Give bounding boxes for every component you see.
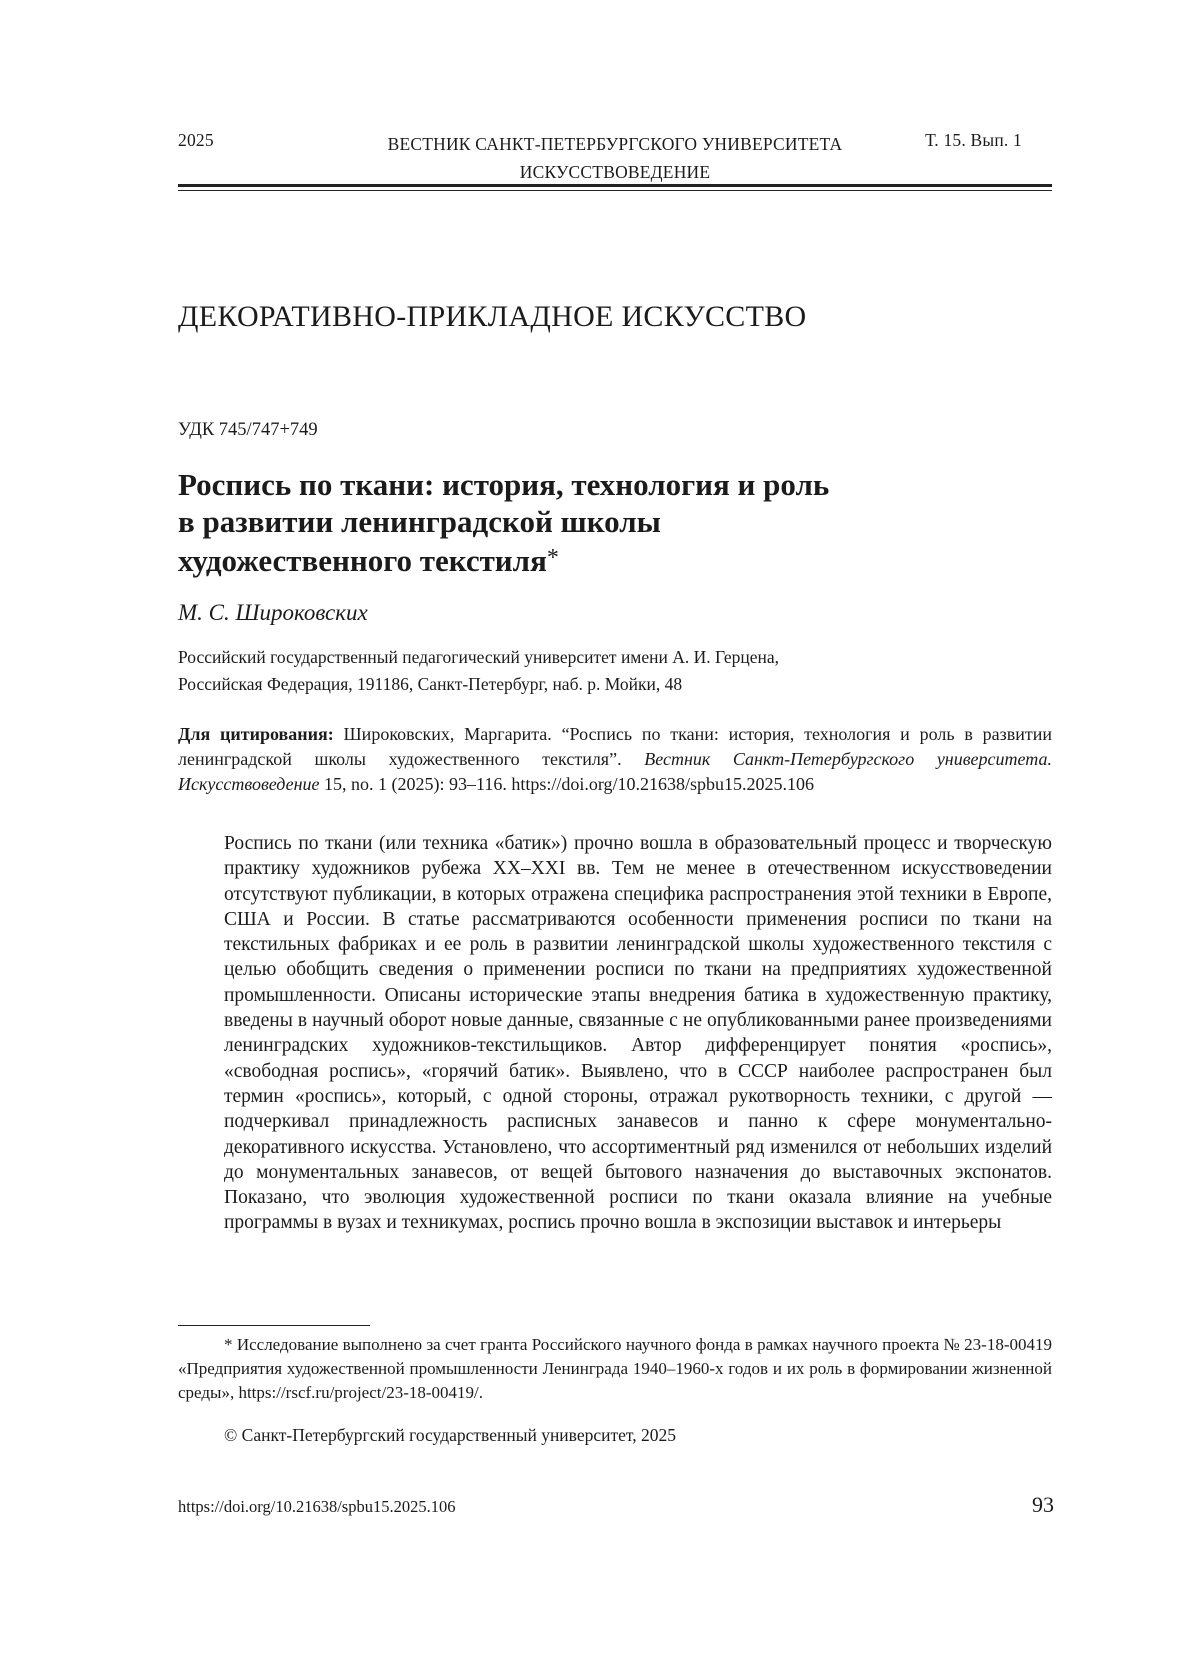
footer-doi-link[interactable]: https://doi.org/10.21638/spbu15.2025.106 bbox=[178, 1497, 456, 1516]
citation-journal: Вестник Санкт-Петербургского университета. Искусствоведение bbox=[178, 749, 1053, 794]
article-title bbox=[178, 466, 938, 579]
header-rule-thick bbox=[178, 184, 1052, 187]
header-volume: Т. 15. Вып. 1 bbox=[925, 130, 1022, 150]
header-journal-line1: ВЕСТНИК САНКТ-ПЕТЕРБУРГСКОГО УНИВЕРСИТЕТА bbox=[387, 134, 843, 154]
author-name: М. С. Широковских bbox=[178, 600, 368, 625]
affiliation-line2: Российская Федерация, 191186, Санкт-Петербург, наб. р. Мойки, 48 bbox=[178, 674, 683, 694]
article-title-line1: Роспись по ткани: история, технология и роль bbox=[178, 467, 830, 502]
article-title-line3: художественного текстиля bbox=[178, 543, 547, 578]
article-title-line2: в развитии ленинградской школы bbox=[178, 504, 661, 539]
header-year: 2025 bbox=[178, 130, 214, 150]
abstract-text: Роспись по ткани (или техника «батик») прочно вошла в образовательный процесс и творческую практику художников рубежа XX–XXI вв. Тем не менее в отечественном искусствоведении отсутствуют публикации, в которых отражена специфика распространения этой техники в Европе, США и России. В статье рассматриваются особенности применения росписи по ткани на текстильных фабриках и ее роль в развитии ленинградской школы художественного текстиля с целью обобщить сведения о применении росписи по ткани на предприятиях художественной промышленности. Описаны исторические этапы внедрения батика в художественную практику, введены в научный оборот новые данные, связанные с не опубликованными ранее произведениями ленинградских художников-текстильщиков. Автор дифференцирует понятия «роспись», «свободная роспись», «горячий батик». Выявлено, что в СССР наиболее распространен был термин «роспись», который, с одной стороны, отражал рукотворность техники, с другой — подчеркивал принадлежность расписных занавесов и панно к сфере монументально-декоративного искусства. Установлено, что ассортиментный ряд изменился от небольших изделий до монументальных занавесов, от вещей бытового назначения до выставочных экспонатов. Показано, что эволюция художественной росписи по ткани оказала влияние на учебные программы в вузах и техникумах, роспись прочно вошла в экспозиции выставок и интерьеры bbox=[224, 833, 1052, 1234]
citation-label: Для цитирования: bbox=[178, 724, 334, 744]
author-affiliation bbox=[178, 644, 1052, 698]
footnote-rule bbox=[178, 1325, 370, 1326]
header-journal-title bbox=[300, 130, 930, 186]
header-rule-thin bbox=[178, 190, 1052, 191]
copyright-notice: © Санкт-Петербургский государственный университет, 2025 bbox=[224, 1425, 676, 1445]
footnote-text: * Исследование выполнено за счет гранта Российского научного фонда в рамках научного проекта № 23-18-00419 «Предприятия художественной промышленности Ленинграда 1940–1960-х годов и их роль в формировании жизненной среды», https://rscf.ru/project/23-18-00419/. bbox=[178, 1335, 1052, 1402]
citation-block bbox=[178, 722, 1052, 797]
footnote-marker: * bbox=[546, 545, 559, 571]
udk-code: УДК 745/747+749 bbox=[178, 420, 318, 440]
header-journal-line2: ИСКУССТВОВЕДЕНИЕ bbox=[519, 162, 711, 182]
affiliation-line1: Российский государственный педагогический университет имени А. И. Герцена, bbox=[178, 647, 779, 667]
section-title: ДЕКОРАТИВНО-ПРИКЛАДНОЕ ИСКУССТВО bbox=[178, 300, 807, 333]
citation-text-2: 15, no. 1 (2025): 93–116. https://doi.org/10.21638/spbu15.2025.106 bbox=[319, 774, 815, 794]
page-number: 93 bbox=[1032, 1492, 1054, 1517]
citation-text-1: Широковских, Маргарита. “Роспись по ткани: история, технология и роль в развитии ленинградской школы художественного текстиля”. bbox=[178, 724, 1052, 769]
